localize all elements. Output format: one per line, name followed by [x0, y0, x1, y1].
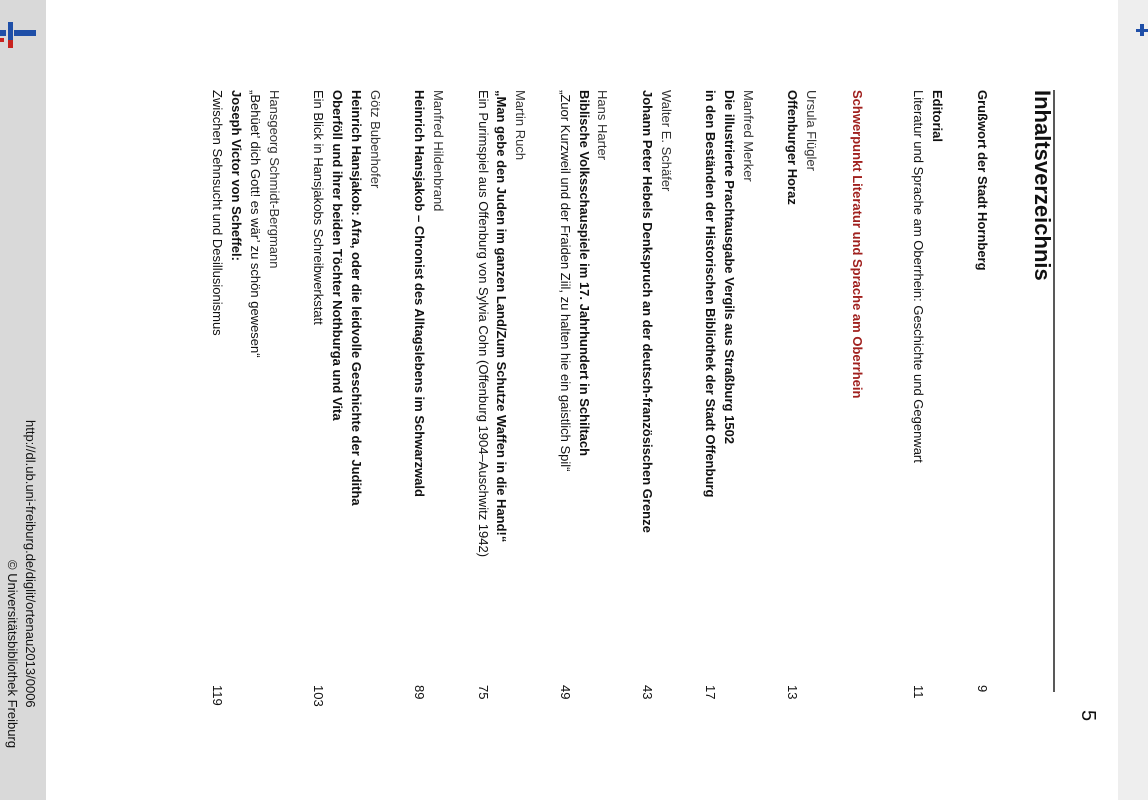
entry-author: Hansgeorg Schmidt-Bergmann: [267, 90, 282, 269]
entry-page: 75: [476, 685, 491, 700]
entry-author: Hans Harter: [595, 90, 610, 161]
entry-subtitle: „Zuor Kurzweil und der Fraiden Ziil, zu halten hie ein gaistlich Spil“: [558, 90, 573, 472]
entry-title-continued: Oberföll und ihrer beiden Töchter Nothburga und Vita: [330, 90, 345, 421]
entry-author: Götz Bubenhofer: [368, 90, 383, 189]
entry-author: Manfred Merker: [741, 90, 756, 182]
entry-subtitle: Ein Blick in Hansjakobs Schreibwerkstatt: [311, 90, 326, 325]
page-number: 5: [1077, 710, 1099, 722]
entry-page: 11: [911, 685, 926, 699]
entry-title: Grußwort der Stadt Hornberg: [975, 90, 990, 271]
entry-title: Heinrich Hansjakob – Chronist des Alltagslebens im Schwarzwald: [412, 90, 427, 497]
entry-page: 9: [975, 685, 990, 693]
url-vertical: [2, 420, 42, 800]
entry-page: 103: [311, 685, 326, 707]
entry-title: Joseph Victor von Scheffel:: [229, 90, 244, 261]
entry-page: 89: [412, 685, 427, 700]
right-edge-strip: [1118, 0, 1148, 800]
entry-quote: „Behüet’ dich Gott! es wär’ zu schön gewesen“: [248, 90, 263, 358]
entry-title: „Man gebe den Juden im ganzen Land/Zum Schutze Waffen in die Hand!“: [494, 90, 509, 543]
library-mark-icon: [1136, 24, 1148, 36]
entry-title: Johann Peter Hebels Denkspruch an der deutsch-französischen Grenze: [640, 90, 655, 533]
copyright-note: © Universitätsbibliothek Freiburg: [5, 560, 20, 749]
entry-author: Walter E. Schäfer: [659, 90, 674, 192]
entry-page: 119: [210, 685, 225, 706]
entry-author: Martin Ruch: [513, 90, 528, 161]
entry-subtitle: Literatur und Sprache am Oberrhein: Geschichte und Gegenwart: [911, 90, 926, 463]
entry-page: 13: [785, 685, 800, 700]
entry-author: Ursula Flügler: [804, 90, 819, 171]
entry-title: Biblische Volksschauspiele im 17. Jahrhundert in Schiltach: [577, 90, 592, 457]
entry-subtitle: Zwischen Sehnsucht und Desillusionismus: [210, 90, 225, 336]
scanned-page: [100, 90, 1100, 800]
entry-title-continued: in den Beständen der Historischen Bibliothek der Stadt Offenburg: [703, 90, 718, 498]
entry-title: Editorial: [930, 90, 945, 143]
entry-page: 43: [640, 685, 655, 700]
page-title: Inhaltsverzeichnis: [1030, 90, 1055, 281]
entry-title: Offenburger Horaz: [785, 90, 800, 205]
entry-page: 17: [703, 685, 718, 700]
entry-subtitle: Ein Purimspiel aus Offenburg von Sylvia Cohn (Offenburg 1904–Auschwitz 1942): [476, 90, 491, 558]
entry-page: 49: [558, 685, 573, 700]
viewer-sidebar: [0, 0, 46, 800]
library-logo-icon: [0, 18, 36, 48]
entry-author: Manfred Hildenbrand: [431, 90, 446, 212]
entry-title: Heinrich Hansjakob: Afra, oder die leidvolle Geschichte der Juditha: [349, 90, 364, 506]
source-url[interactable]: http://dl.ub.uni-freiburg.de/diglit/ortenau2013/0006: [23, 420, 38, 708]
entry-title: Die illustrierte Prachtausgabe Vergils aus Straßburg 1502: [722, 90, 737, 445]
section-heading: Schwerpunkt Literatur und Sprache am Oberrhein: [850, 90, 865, 399]
